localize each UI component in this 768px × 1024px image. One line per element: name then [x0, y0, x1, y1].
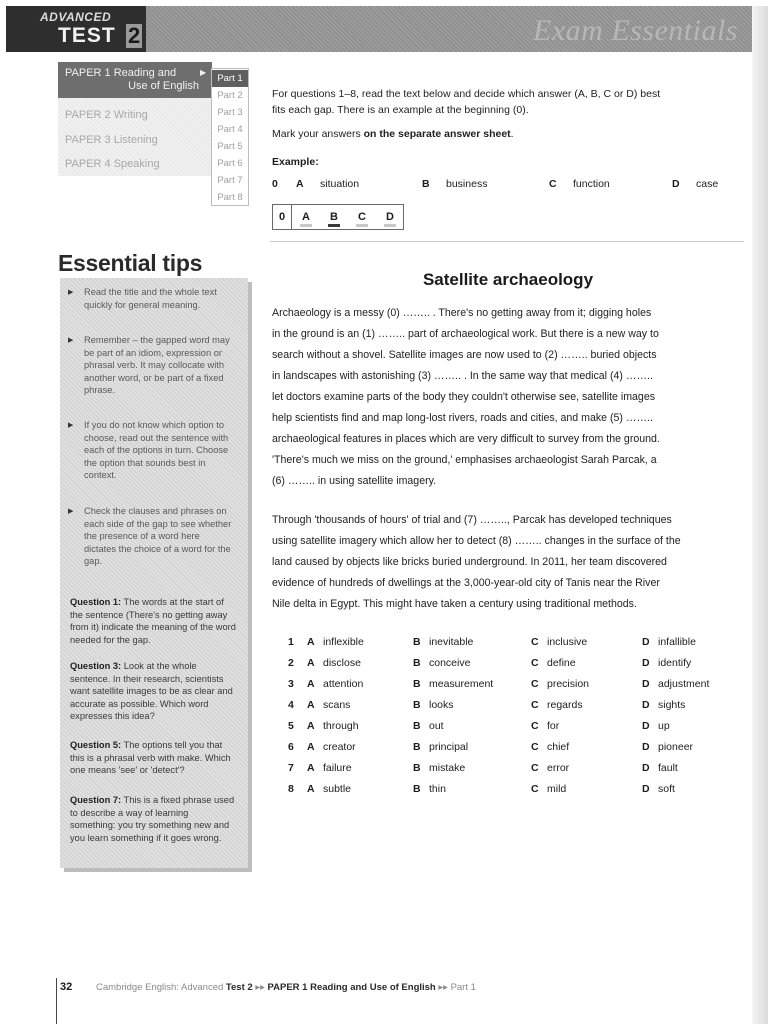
tips-title: Essential tips: [58, 250, 203, 276]
option-b: conceive: [429, 657, 471, 669]
option-a: disclose: [323, 657, 361, 669]
divider-rule: [270, 241, 744, 242]
option-letter-d: D: [642, 636, 650, 648]
option-letter-a: A: [307, 720, 315, 732]
footer-test: Test 2: [225, 982, 253, 993]
article-line: in landscapes with astonishing (3) …….. . In the same way that medical (4) ……..: [272, 370, 653, 382]
option-letter-d: D: [642, 699, 650, 711]
option-c: chief: [547, 741, 570, 753]
article-line: evidence of hundreds of dwellings at the 3,000-year-old city of Tanis near the River: [272, 577, 660, 589]
option-letter-d: D: [642, 783, 650, 795]
part-item-8[interactable]: Part 8: [217, 192, 243, 203]
answer-mark-c: [356, 224, 368, 227]
paper-item-sublabel: Use of English: [128, 80, 199, 92]
question-tip-text: The words at the start of the sentence (There's no getting away from it) indicate the meaning of the word needed for the gap.: [70, 597, 236, 645]
option-letter-a: A: [307, 741, 315, 753]
example-d-letter: D: [672, 178, 680, 190]
tips-panel: [60, 278, 248, 868]
question-tip-text: The options tell you that this is a phrasal verb with make. Which one means 'see' or 'detect'?: [70, 740, 231, 776]
paper-item-4[interactable]: PAPER 4 Speaking: [65, 158, 160, 170]
header-test-word: TEST: [58, 24, 116, 47]
footer-paper: PAPER 1: [267, 982, 308, 993]
question-tip-1: [70, 596, 236, 646]
double-chevron-icon: ▸▸: [255, 982, 265, 993]
question-tip-7: [70, 794, 236, 844]
option-a: through: [323, 720, 359, 732]
part-item-1[interactable]: Part 1: [212, 70, 248, 87]
question-tip-text: This is a fixed phrase used to describe a way of learning something: you try something new and you learn something if it goes wrong.: [70, 795, 235, 843]
article-line: in the ground is an (1) …….. part of archaeological work. But there is a new way to: [272, 328, 659, 340]
question-tip-label: Question 3:: [70, 661, 122, 671]
mark-answers-instruction: [272, 126, 514, 142]
option-number: 4: [288, 699, 294, 711]
option-d: adjustment: [658, 678, 710, 690]
option-letter-a: A: [307, 783, 315, 795]
footer-breadcrumb: [96, 982, 476, 993]
option-letter-c: C: [531, 699, 539, 711]
option-letter-d: D: [642, 762, 650, 774]
option-letter-c: C: [531, 783, 539, 795]
example-answer-box: [272, 204, 404, 230]
tip-item-2: Remember – the gapped word may be part of an idiom, expression or phrasal verb. It may collocate with another word, or be part of a fixed phrase.: [84, 335, 230, 396]
option-d: identify: [658, 657, 692, 669]
part-list: [211, 68, 249, 206]
article-line: let doctors examine parts of the body they couldn't otherwise see, satellite images: [272, 391, 656, 403]
option-number: 3: [288, 678, 294, 690]
option-d: infallible: [658, 636, 696, 648]
option-letter-b: B: [413, 636, 421, 648]
tip-item-1: Read the title and the whole text quickly for general meaning.: [84, 287, 217, 310]
option-letter-b: B: [413, 657, 421, 669]
header-advanced: ADVANCED: [40, 10, 112, 24]
option-letter-c: C: [531, 720, 539, 732]
question-tip-5: [70, 739, 236, 777]
option-d: sights: [658, 699, 686, 711]
part-item-3[interactable]: Part 3: [217, 107, 243, 118]
option-letter-b: B: [413, 699, 421, 711]
question-tip-label: Question 5:: [70, 740, 122, 750]
option-number: 8: [288, 783, 294, 795]
option-letter-c: C: [531, 636, 539, 648]
article-line: search without a shovel. Satellite images are now used to (2) …….. buried objects: [272, 349, 657, 361]
option-a: inflexible: [323, 636, 364, 648]
answer-mark-b: [328, 224, 340, 227]
footer-prefix: Cambridge English: Advanced: [96, 982, 226, 993]
option-b: measurement: [429, 678, 494, 690]
option-b: principal: [429, 741, 469, 753]
part-item-4[interactable]: Part 4: [217, 124, 243, 135]
mark-suffix: .: [510, 128, 514, 140]
article-line: land caused by objects like bricks buried underground. In 2011, her team discovered: [272, 556, 667, 568]
page-number: 32: [60, 981, 73, 993]
option-d: pioneer: [658, 741, 694, 753]
option-letter-a: A: [307, 678, 315, 690]
option-letter-b: B: [413, 762, 421, 774]
option-c: define: [547, 657, 576, 669]
header-brand: Exam Essentials: [533, 14, 738, 47]
option-letter-c: C: [531, 762, 539, 774]
footer-part: Part 1: [450, 982, 476, 993]
option-d: up: [658, 720, 670, 732]
option-a: scans: [323, 699, 351, 711]
option-letter-b: B: [413, 783, 421, 795]
article-title: Satellite archaeology: [422, 270, 594, 289]
example-option-c: function: [573, 178, 610, 190]
option-a: creator: [323, 741, 356, 753]
paper-item-2[interactable]: PAPER 2 Writing: [65, 109, 148, 121]
example-label: Example:: [272, 156, 319, 168]
example-option-d: case: [696, 178, 719, 190]
bullet-icon: ▶: [68, 337, 74, 344]
triangle-right-icon: ▶: [200, 68, 207, 77]
example-b-letter: B: [422, 178, 430, 190]
part-item-5[interactable]: Part 5: [217, 141, 243, 152]
tip-item-4: Check the clauses and phrases on each side of the gap to see whether the presence of a word here dictates the choice of a word for the gap.: [84, 506, 232, 567]
option-b: inevitable: [429, 636, 474, 648]
option-b: thin: [429, 783, 446, 795]
article-line: Nile delta in Egypt. This might have taken a century using traditional methods.: [272, 598, 637, 610]
question-tip-3: [70, 660, 236, 723]
example-option-b: business: [446, 178, 488, 190]
option-c: precision: [547, 678, 590, 690]
part-item-2[interactable]: Part 2: [217, 90, 243, 101]
answer-box-num: 0: [278, 211, 286, 223]
footer-rule: [56, 978, 57, 1024]
bullet-icon: ▶: [68, 289, 74, 296]
option-letter-a: A: [307, 762, 315, 774]
option-number: 5: [288, 720, 294, 732]
option-letter-b: B: [413, 720, 421, 732]
example-option-a: situation: [320, 178, 360, 190]
option-letter-a: A: [307, 657, 315, 669]
answer-box-letter-a: A: [302, 211, 310, 223]
question-tip-label: Question 1:: [70, 597, 122, 607]
article-line: Archaeology is a messy (0) …….. . There's no getting away from it; digging holes: [272, 307, 652, 319]
option-c: for: [547, 720, 560, 732]
part-item-6[interactable]: Part 6: [217, 158, 243, 169]
tip-item-3: If you do not know which option to choose, read out the sentence with each of the options in turn. Choose the option that sounds best in context.: [84, 420, 229, 481]
paper-item-3[interactable]: PAPER 3 Listening: [65, 134, 158, 146]
option-d: soft: [658, 783, 675, 795]
option-b: mistake: [429, 762, 466, 774]
option-number: 6: [288, 741, 294, 753]
answer-mark-a: [300, 224, 312, 227]
paper-nav: [58, 62, 212, 176]
option-a: subtle: [323, 783, 352, 795]
option-c: mild: [547, 783, 567, 795]
answer-mark-d: [384, 224, 396, 227]
option-letter-d: D: [642, 657, 650, 669]
option-letter-d: D: [642, 678, 650, 690]
article-line: archaeological features in places which are very difficult to survey from the ground.: [272, 433, 660, 445]
option-letter-c: C: [531, 678, 539, 690]
paper-item-1[interactable]: [58, 62, 212, 98]
article-line: Through 'thousands of hours' of trial and (7) …….., Parcak has developed techniques: [272, 514, 672, 526]
answer-box-divider: [291, 205, 292, 229]
example-num: 0: [272, 178, 278, 190]
question-tip-label: Question 7:: [70, 795, 122, 805]
option-letter-c: C: [531, 741, 539, 753]
header-bar: [6, 6, 752, 52]
example-c-letter: C: [549, 178, 557, 190]
option-a: failure: [323, 762, 352, 774]
option-b: looks: [429, 699, 454, 711]
article-line: help scientists find and map long-lost rivers, roads and cities, and make (5) ……..: [272, 412, 653, 424]
option-letter-a: A: [307, 636, 315, 648]
option-number: 7: [288, 762, 294, 774]
option-letter-c: C: [531, 657, 539, 669]
part-item-7[interactable]: Part 7: [217, 175, 243, 186]
mark-bold: on the separate answer sheet: [363, 128, 511, 140]
option-c: error: [547, 762, 570, 774]
option-c: inclusive: [547, 636, 588, 648]
page-edge-strip: [752, 6, 768, 1024]
instruction-line-1: For questions 1–8, read the text below and decide which answer (A, B, C or D) best: [272, 88, 661, 100]
bullet-icon: ▶: [68, 422, 74, 429]
header-test-number: 2: [128, 23, 141, 48]
article-line: 'There's much we miss on the ground,' emphasises archaeologist Sarah Parcak, a: [272, 454, 657, 466]
option-number: 1: [288, 636, 294, 648]
paper-item-label: PAPER 1 Reading and: [65, 67, 177, 79]
option-d: fault: [658, 762, 678, 774]
article-line: (6) …….. in using satellite imagery.: [272, 475, 437, 487]
question-tip-text: Look at the whole sentence. In their research, scientists want satellite images to be as clear and accurate as possible. Which word expresses this idea?: [70, 661, 233, 722]
option-letter-b: B: [413, 678, 421, 690]
option-letter-d: D: [642, 741, 650, 753]
answer-box-letter-b: B: [330, 211, 338, 223]
instruction-line-2: fits each gap. There is an example at the beginning (0).: [272, 104, 529, 116]
option-letter-b: B: [413, 741, 421, 753]
option-c: regards: [547, 699, 583, 711]
option-b: out: [429, 720, 444, 732]
footer-section: Reading and Use of English: [310, 982, 436, 993]
article-line: using satellite imagery which allow her to detect (8) …….. changes in the surface of the: [272, 535, 681, 547]
option-a: attention: [323, 678, 364, 690]
mark-prefix: Mark your answers: [272, 128, 364, 140]
bullet-icon: ▶: [68, 508, 74, 515]
double-chevron-icon: ▸▸: [438, 982, 448, 993]
example-a-letter: A: [296, 178, 304, 190]
option-letter-a: A: [307, 699, 315, 711]
answer-box-letter-c: C: [358, 211, 366, 223]
option-letter-d: D: [642, 720, 650, 732]
option-number: 2: [288, 657, 294, 669]
answer-box-letter-d: D: [386, 211, 394, 223]
